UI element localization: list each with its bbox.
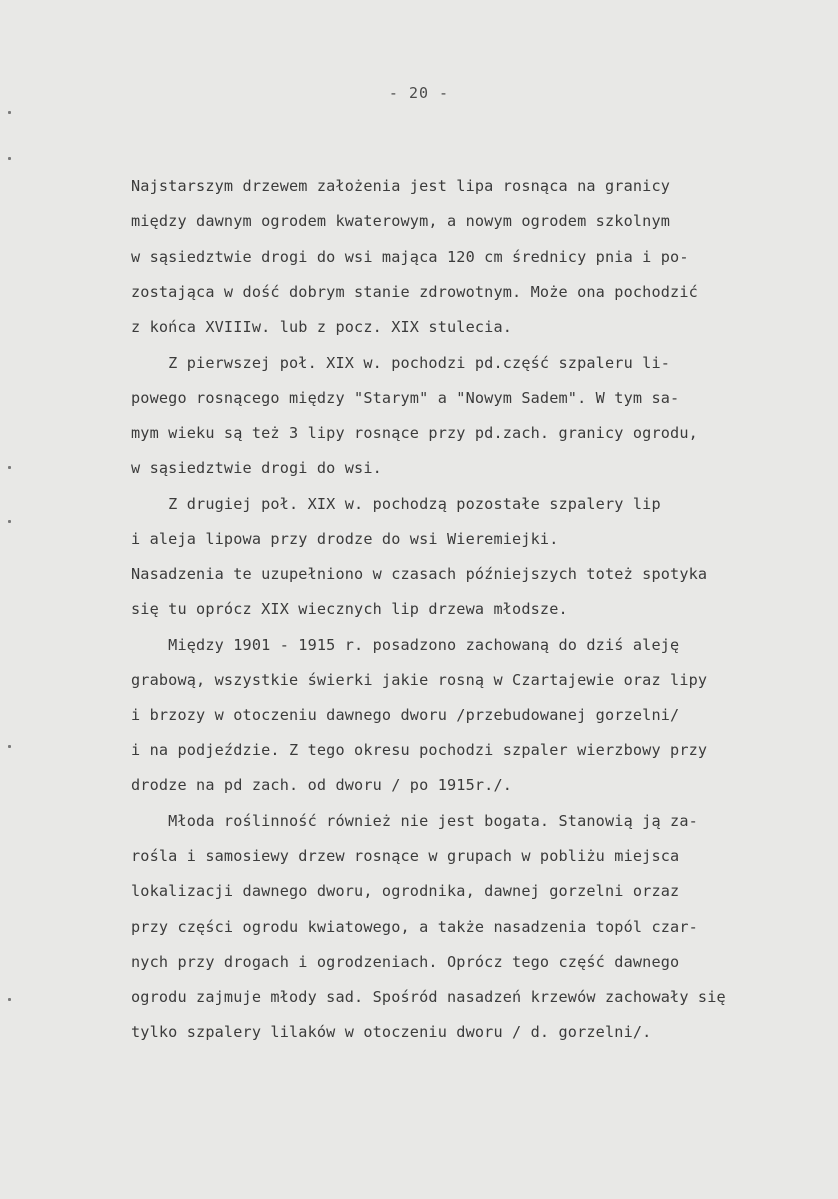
text-line: i na podjeździe. Z tego okresu pochodzi szpaler wierzbowy przy: [131, 741, 708, 759]
text-line: przy części ogrodu kwiatowego, a także nasadzenia topól czar-: [131, 918, 698, 936]
scan-speck: [8, 520, 11, 523]
page-number: - 20 -: [388, 84, 450, 102]
text-line: i aleja lipowa przy drodze do wsi Wieremiejki.: [131, 530, 559, 548]
text-line: powego rosnącego między "Starym" a "Nowym Sadem". W tym sa-: [131, 389, 680, 407]
text-line: i brzozy w otoczeniu dawnego dworu /przebudowanej gorzelni/: [131, 706, 680, 724]
text-line: między dawnym ogrodem kwaterowym, a nowym ogrodem szkolnym: [131, 212, 671, 230]
text-line: lokalizacji dawnego dworu, ogrodnika, dawnej gorzelni orzaz: [131, 882, 680, 900]
text-line: w sąsiedztwie drogi do wsi mająca 120 cm średnicy pnia i po-: [131, 248, 689, 266]
scan-speck: [8, 111, 11, 114]
text-line: Najstarszym drzewem założenia jest lipa rosnąca na granicy: [131, 177, 671, 195]
text-line: ogrodu zajmuje młody sad. Spośród nasadzeń krzewów zachowały się: [131, 988, 726, 1006]
text-line: Między 1901 - 1915 r. posadzono zachowaną do dziś aleję: [131, 636, 680, 654]
text-line: nych przy drogach i ogrodzeniach. Oprócz tego część dawnego: [131, 953, 680, 971]
text-line: się tu oprócz XIX wiecznych lip drzewa młodsze.: [131, 600, 568, 618]
scan-speck: [8, 466, 11, 469]
text-line: Z pierwszej poł. XIX w. pochodzi pd.część szpaleru li-: [131, 354, 671, 372]
scan-speck: [8, 998, 11, 1001]
scan-speck: [8, 157, 11, 160]
text-line: drodze na pd zach. od dworu / po 1915r./.: [131, 776, 513, 794]
text-line: zostająca w dość dobrym stanie zdrowotnym. Może ona pochodzić: [131, 283, 698, 301]
text-line: Z drugiej poł. XIX w. pochodzą pozostałe szpalery lip: [131, 495, 661, 513]
text-line: mym wieku są też 3 lipy rosnące przy pd.zach. granicy ogrodu,: [131, 424, 698, 442]
text-line: Nasadzenia te uzupełniono w czasach późniejszych toteż spotyka: [131, 565, 708, 583]
text-line: w sąsiedztwie drogi do wsi.: [131, 459, 382, 477]
text-line: rośla i samosiewy drzew rosnące w grupach w pobliżu miejsca: [131, 847, 680, 865]
text-line: Młoda roślinność również nie jest bogata. Stanowią ją za-: [131, 812, 698, 830]
text-line: z końca XVIIIw. lub z pocz. XIX stulecia.: [131, 318, 513, 336]
text-line: grabową, wszystkie świerki jakie rosną w Czartajewie oraz lipy: [131, 671, 708, 689]
scan-speck: [8, 745, 11, 748]
text-line: tylko szpalery lilaków w otoczeniu dworu / d. gorzelni/.: [131, 1023, 652, 1041]
